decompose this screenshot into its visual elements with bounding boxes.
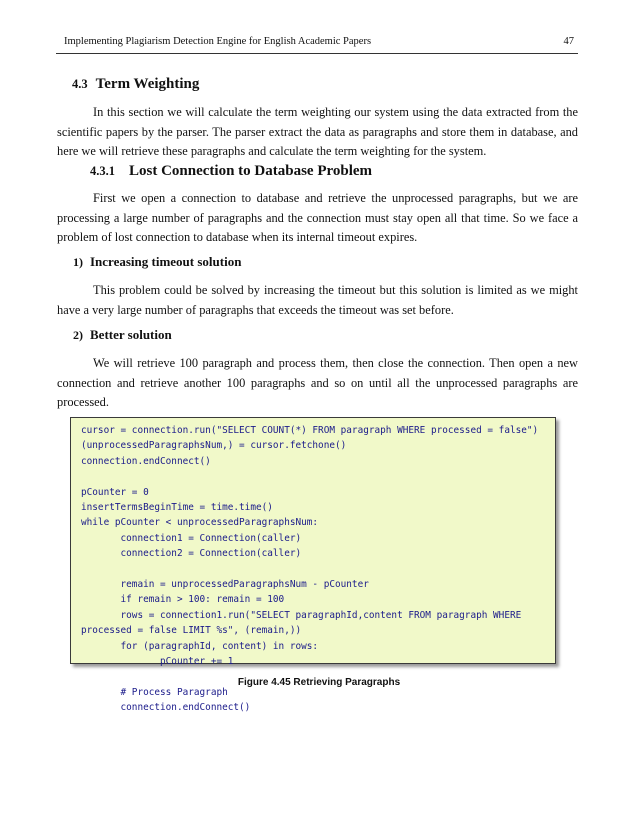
code-line: if remain > 100: remain = 100 bbox=[81, 594, 285, 606]
paragraph-text: We will retrieve 100 paragraph and process them, then close the connection. Then open a new connection and retrieve another 100 paragraphs and so on until all the unprocessed paragraphs are processed. bbox=[57, 356, 578, 409]
figure-caption: Figure 4.45 Retrieving Paragraphs bbox=[237, 677, 401, 688]
code-line: remain = unprocessedParagraphsNum - pCounter bbox=[81, 579, 369, 591]
paragraph-solution-1 bbox=[57, 281, 578, 320]
paragraph-text: This problem could be solved by increasing the timeout but this solution is limited as we might have a very large number of paragraphs that exceeds the timeout was set before. bbox=[57, 283, 578, 317]
header-title: Implementing Plagiarism Detection Engine for English Academic Papers bbox=[64, 36, 372, 47]
page-number: 47 bbox=[563, 36, 574, 47]
subsection-title: Lost Connection to Database Problem bbox=[129, 163, 373, 179]
list-number: 2) bbox=[73, 328, 83, 342]
code-line: pCounter = 0 bbox=[81, 486, 149, 498]
paragraph-solution-2 bbox=[57, 354, 578, 413]
subsection-number: 4.3.1 bbox=[90, 164, 115, 178]
code-line: # Process Paragraph bbox=[81, 686, 228, 698]
heading-solution-1 bbox=[73, 254, 241, 270]
code-line: connection.endConnect() bbox=[81, 702, 251, 714]
code-line: connection2 = Connection(caller) bbox=[81, 548, 302, 560]
section-heading-4-3 bbox=[72, 76, 199, 93]
code-listing bbox=[81, 423, 538, 716]
running-header bbox=[64, 36, 574, 47]
paragraph-term-weighting bbox=[57, 103, 578, 162]
paragraph-text: First we open a connection to database and retrieve the unprocessed paragraphs, but we are processing a large number of paragraphs and the connection must stay open all that time. So we face a problem of lost connection to database when its internal timeout expires. bbox=[57, 191, 578, 244]
heading-solution-2 bbox=[73, 327, 172, 343]
code-line: pCounter += 1 bbox=[81, 656, 234, 668]
code-line: cursor = connection.run("SELECT COUNT(*) FROM paragraph WHERE processed = false") bbox=[81, 425, 539, 436]
paragraph-lost-connection bbox=[57, 189, 578, 248]
section-title: Term Weighting bbox=[95, 76, 200, 92]
code-line: connection.endConnect() bbox=[81, 455, 211, 467]
code-line: insertTermsBeginTime = time.time() bbox=[81, 502, 273, 514]
paragraph-text: In this section we will calculate the term weighting our system using the data extracted from the scientific papers by the parser. The parser extract the data as paragraphs and store them in database, and here we will retrieve these paragraphs and calculate the term weighting for the system. bbox=[57, 105, 578, 158]
code-line: processed = false LIMIT %s", (remain,)) bbox=[81, 625, 302, 637]
section-heading-4-3-1 bbox=[90, 163, 372, 180]
code-line: while pCounter < unprocessedParagraphsNum: bbox=[81, 517, 319, 529]
code-line: (unprocessedParagraphsNum,) = cursor.fetchone() bbox=[81, 440, 347, 452]
section-number: 4.3 bbox=[72, 77, 88, 91]
solution-title: Increasing timeout solution bbox=[90, 254, 242, 269]
code-line: rows = connection1.run("SELECT paragraphId,content FROM paragraph WHERE bbox=[81, 609, 522, 621]
header-rule bbox=[56, 53, 578, 54]
code-line: for (paragraphId, content) in rows: bbox=[81, 640, 319, 652]
list-number: 1) bbox=[73, 255, 83, 269]
solution-title: Better solution bbox=[90, 327, 172, 342]
code-line: connection1 = Connection(caller) bbox=[81, 532, 302, 544]
